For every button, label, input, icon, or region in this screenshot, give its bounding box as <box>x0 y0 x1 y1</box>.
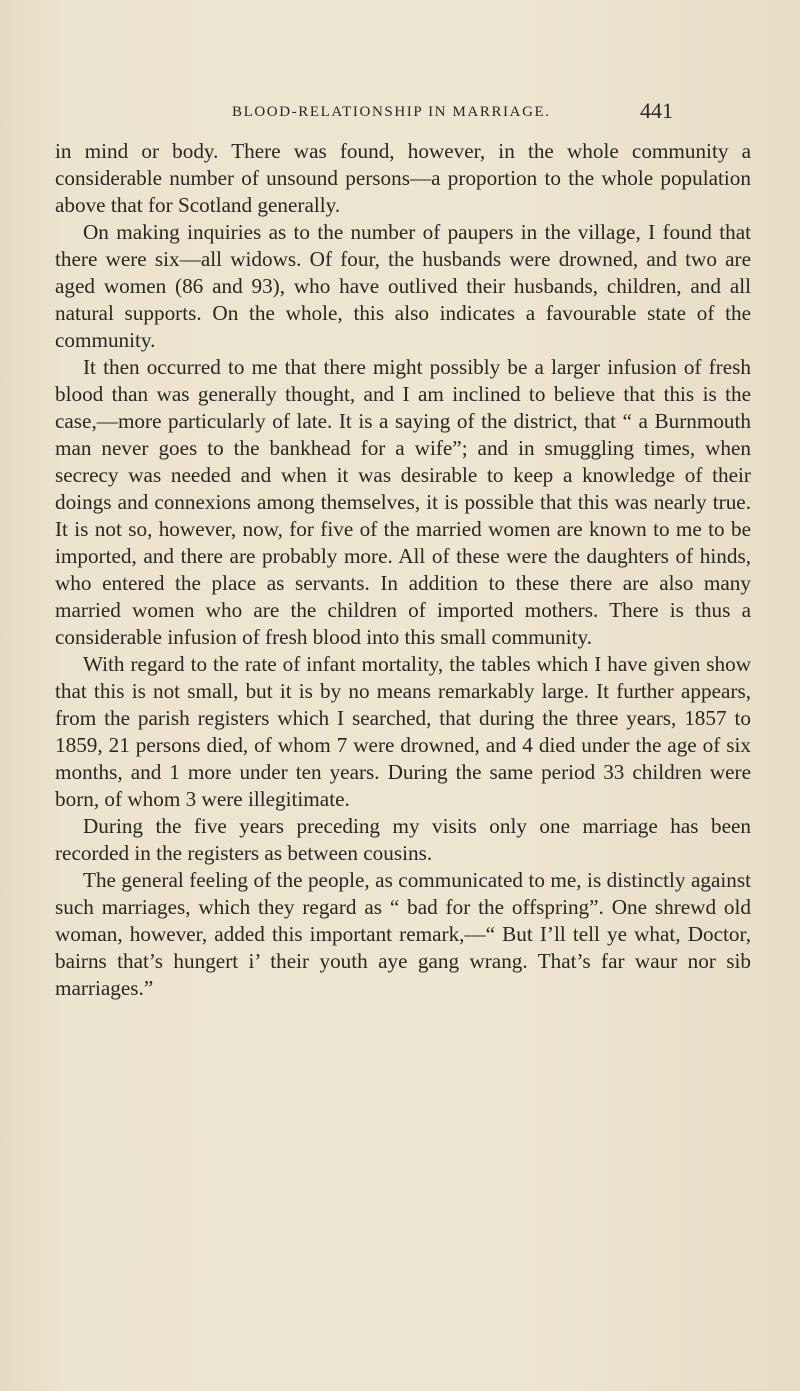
page-number: 441 <box>640 98 673 123</box>
paragraph: With regard to the rate of infant mortality, the tables which I have given show that this is not small, but it is by no means remarkably large. It further appears, from the parish registers which I searched, that during the three years, 1857 to 1859, 21 persons died, of whom 7 were drowned, and 4 died under the age of six months, and 1 more under ten years. During the same period 33 children were born, of whom 3 were illegitimate. <box>55 652 751 811</box>
paragraph: The general feeling of the people, as communicated to me, is distinctly against such marriages, which they regard as “ bad for the offspring”. One shrewd old woman, however, added this important remark,—“ But I’ll tell ye what, Doctor, bairns that’s hungert i’ their youth aye gang wrang. That’s far waur nor sib marriages.” <box>55 868 751 1000</box>
running-title: BLOOD-RELATIONSHIP IN MARRIAGE. <box>232 104 551 120</box>
paragraph: On making inquiries as to the number of paupers in the village, I found that there were six—all widows. Of four, the husbands were drowned, and two are aged women (86 and 93), who have outlived their husbands, children, and all natural supports. On the whole, this also indicates a favourable state of the community. <box>55 220 751 352</box>
paragraph: It then occurred to me that there might possibly be a larger infusion of fresh blood than was generally thought, and I am inclined to believe that this is the case,—more particularly of late. It is a saying of the district, that “ a Burnmouth man never goes to the bankhead for a wife”; and in smuggling times, when secrecy was needed and when it was desirable to keep a knowledge of their doings and connexions among themselves, it is possible that this was nearly true. It is not so, however, now, for five of the married women are known to me to be imported, and there are probably more. All of these were the daughters of hinds, who entered the place as servants. In addition to these there are also many married women who are the children of imported mothers. There is thus a considerable infusion of fresh blood into this small community. <box>55 355 751 649</box>
paragraph: During the five years preceding my visits only one marriage has been recorded in the registers as between cousins. <box>55 814 751 865</box>
running-head <box>0 98 800 128</box>
paragraph: in mind or body. There was found, however, in the whole community a considerable number of unsound persons—a proportion to the whole population above that for Scotland generally. <box>55 139 751 217</box>
body-text <box>55 138 751 1002</box>
